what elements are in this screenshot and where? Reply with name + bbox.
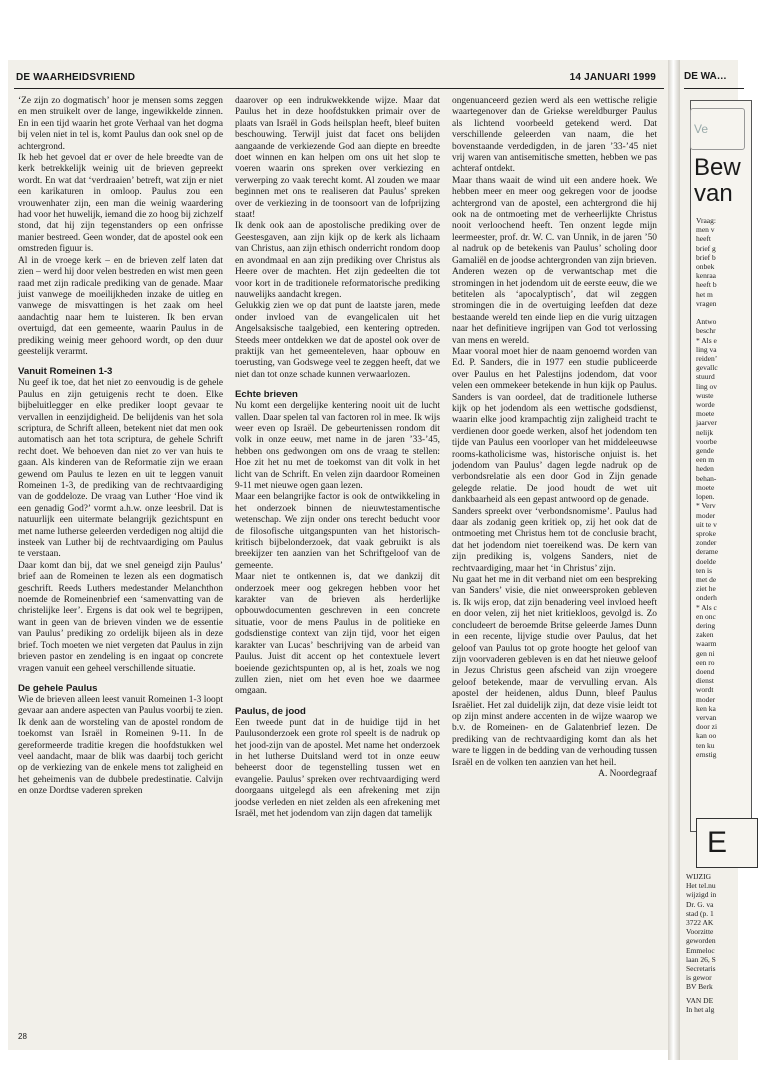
section-heading: Paulus, de jood [235, 705, 306, 717]
paragraph: Wie de brieven alleen leest vanuit Romeinen 1-3 loopt gevaar aan andere aspecten van Paulus voorbij te zien. Ik denk aan de worsteling van de apostel rondom de toekomst van Israël in Romeinen 9-11. In de gereformeerde traditie kregen die hoofdstukken wel veel aandacht, maar de blik was daarbij toch gericht op de verkiezing van de enkele mens tot zaligheid en het geheimenis van de dubbele predestinatie. Calvijn en onze Dordtse vaderen spreken [18, 694, 223, 797]
paragraph: Nu gaat het me in dit verband niet om een bespreking van Sanders’ visie, die niet onweersproken gebleven is. Ik wijs erop, dat zijn benadering veel invloed heeft en door velen, zij het niet kritiekloos, gevolgd is. Zo concludeert de beroemde Britse geleerde James Dunn in een recente, lijvige studie over Paulus, dat het geloof van Paulus tot op grote hoogte het geloof van zijn voorvaderen gebleven is en dat het nieuwe geloof in Jezus Christus geen afscheid van zijn vroegere geloof betekende, maar de vervulling ervan. Als apostel der heidenen, aldus Dunn, bleef Paulus Israëliet. Het zal duidelijk zijn, dat deze visie leidt tot op zijn minst andere accenten in de wijze waarop we b.v. de Romeinen- en de Galatenbrief lezen. De prediking van de rechtvaardiging komt dan als het ware te liggen in de bedding van de verhouding tussen Israël en de volken ten aanzien van het heil. [452, 575, 657, 768]
paragraph: Een tweede punt dat in de huidige tijd in het Paulusonderzoek een grote rol speelt is de nadruk op het jood-zijn van de apostel. Met name het onderzoek in het lutherse Duitsland werd tot in onze eeuw beheerst door de tegenstelling tussen wet en evangelie. Paulus’ spreken over rechtvaardiging werd doorgaans uitgelegd als een afrekening met zijn joodse verleden en niet zelden als een afrekening met Israël, met het jodendom van zijn dagen dat tamelijk [235, 717, 440, 819]
article-column-1 [18, 96, 223, 1016]
next-page-heading: Bew van [694, 154, 741, 207]
paragraph: Ik denk ook aan de apostolische prediking over de Geestesgaven, aan zijn kijk op de kerk als lichaam van Christus, aan zijn ethisch onderricht rondom doop en avondmaal en aan zijn prediking over Christus als Heere over de machten. Het zijn gedeelten die tot voor kort in de traditionele reformatorische prediking nauwelijks aandacht kregen. [235, 221, 440, 300]
paragraph: Gelukkig zien we op dat punt de laatste jaren, mede onder invloed van de evangelicalen uit het Angelsaksische taalgebied, een kentering optreden. Steeds meer ontdekken we dat de apostel ook over de praktijk van het gemeenteleven, haar opbouw en toerusting, van Godswege veel te zeggen heeft, dat we niet dan tot onze schade kunnen verwaarlozen. [235, 301, 440, 380]
next-page-edge [680, 60, 741, 1060]
next-page-rule [684, 88, 744, 89]
article-column-2 [235, 96, 440, 1016]
paragraph: Daar komt dan bij, dat we snel geneigd zijn Paulus’ brief aan de Romeinen te lezen als een dogmatisch geschrift. Reeds Luthers medestander Melanchthon noemde de Romeinenbrief een ‘samenvatting van de christelijke leer’. Ergens is dat ook wel te begrijpen, want in geen van de brieven vinden we de essentie van Paulus’ prediking zo ordelijk bijeen als in deze brief. Toch moeten we niet vergeten dat Paulus in zijn brieven pastor en zendeling is en ingaat op concrete vragen vanuit een geheel verschillende situatie. [18, 560, 223, 674]
next-page-text-fragment: Vraag: men v heeft brief g brief b onbek kenraa heeft b het m vragen Antwo beschr * Als e ling va reiden’ gevallc stuurd ling ov wuste worde moete jaarver nelijk voorbe gende een m heden behan- moete lopen. * Verv moder uit te v sproke zonder derame doelde ten is met de ziet he onderh * Als c en onc dering zaken waarm gen ni een ro doend dienst wordt moder ken ka vervan door zi kan oo ten ku ernstig [696, 216, 719, 759]
header-rule [14, 88, 664, 89]
page-header [14, 72, 664, 88]
paragraph: Sanders spreekt over ‘verbondsnomisme’. Paulus had daar als zodanig geen kritiek op, zij het ook dat de ontmoeting met Christus hem tot de conclusie bracht, dat het jodendom niet toereikend was. De kern van zijn prediking is, volgens Sanders, niet de rechtvaardiging, maar het ‘in Christus’ zijn. [452, 506, 657, 574]
publication-title: DE WAARHEIDSVRIEND [16, 72, 136, 83]
next-page-header: DE WA… [684, 71, 727, 82]
paragraph: Nu geef ik toe, dat het niet zo eenvoudig is de gehele Paulus en zijn getuigenis recht te doen. Elke bijbeluitlegger en elke prediker loopt gevaar te vervallen in eenzijdigheid. De belijdenis van het sola scriptura, de Schrift alleen, betekent niet dat men ook automatisch aan het tota scriptura, de gehele Schrift recht doet. We behoeven dan niet zo ver van huis te gaan. Als kinderen van de Reformatie zijn we eraan gewend om Paulus te lezen en uit te leggen vanuit Romeinen 1-3, de prediking van de rechtvaardiging van de goddeloze. De vraag van Luther ‘Hoe vind ik een genadig God?’ vormt a.h.w. onze leesbril. Dat is natuurlijk een uitermate belangrijk gezichtspunt en met name lutherse geleerden verdedigen nog altijd die insteek van Luther bij de rechtvaardiging om Paulus te verstaan. [18, 378, 223, 560]
section-heading: De gehele Paulus [18, 682, 98, 694]
paragraph: Nu komt een dergelijke kentering nooit uit de lucht vallen. Daar spelen tal van factoren rol in mee. Ik wijs weer even op Israël. De gebeurtenissen rondom dit volk in onze eeuw, met name in de jaren ’33-’45, hebben ons gedwongen om ons de vraag te stellen: Hoe zit het nu met de toekomst van dit volk in het licht van de Schrift. En velen zijn daardoor Romeinen 9-11 met nieuwe ogen gaan lezen. [235, 401, 440, 491]
page-number: 28 [18, 1032, 27, 1041]
next-page-last-fragment: VAN DE In het alg [686, 996, 715, 1015]
paragraph: Maar een belangrijke factor is ook de ontwikkeling in het onderzoek binnen de nieuwtestamentische wetenschap. We zijn onder ons terecht beducht voor de filosofische uitgangspunten van het historisch-kritisch bijbelonderzoek, dat vaak gebruikt is als breekijzer ten aanzien van het Schriftgeloof van de gemeente. [235, 492, 440, 571]
next-page-notice-fragment: WIJZIG Het tel.nu wijzigd in Dr. G. va stad (p. 1 3722 AK Voorzitte geworden Emmeloc laan 26, S Secretaris is gewor BV Berk [686, 872, 717, 992]
paragraph: Maar niet te ontkennen is, dat we dankzij dit onderzoek meer oog gekregen hebben voor het karakter van de brieven als herderlijke opbouwdocumenten geschreven in een concrete situatie, voor de mens Paulus in de politieke en godsdienstige context van zijn tijd, voor het eigen karakter van Lucas’ beschrijving van de arbeid van Paulus. Juist dit accent op het contextuele levert boeiende gezichtspunten op, al is het, zoals we nog zullen zien, niet om het even hoe we daarmee omgaan. [235, 572, 440, 697]
section-heading: Echte brieven [235, 389, 298, 401]
section-heading: Vanuit Romeinen 1-3 [18, 366, 113, 378]
next-page-letter-box: E [696, 818, 758, 868]
paragraph: Ik heb het gevoel dat er over de hele breedte van de kerk betrekkelijk weinig uit de brieven gepreekt wordt. En wat dat ‘verdraaien’ betreft, wat zijn er niet een karikaturen in omloop. Paulus zou een vrouwenhater zijn, een man die weinig waardering had voor het huwelijk, iemand die zo hoog bij zichzelf stond, dat hij zijn tegenstanders op een onfrisse manier bestreed. Geen wonder, dat de apostel ook een omstreden figuur is. [18, 153, 223, 255]
paragraph: Maar vooral moet hier de naam genoemd worden van Ed. P. Sanders, die in 1977 een studie publiceerde over Paulus en het Palestijns jodendom, dat voor velen een ommekeer betekende in hun kijk op Paulus. Sanders is van oordeel, dat de traditionele lutherse kijk op het jodendom als een wettische godsdienst, waarin elke jood krampachtig zijn zaligheid tracht te verdienen door goede werken, alsof het jodendom ten tijde van Paulus een voorloper van het middeleeuwse rooms-katholicisme was, historische onjuist is. het jodendom van Paulus’ dagen legde nadruk op de verbondsrelatie als een door God in Zijn genade gelegde relatie. De jood houdt de wet uit dankbaarheid als een gepast antwoord op de genade. [452, 346, 657, 506]
issue-date: 14 JANUARI 1999 [569, 72, 656, 83]
paragraph: daarover op een indrukwekkende wijze. Maar dat Paulus het in deze hoofdstukken primair over de plaats van Israël in Gods heilsplan heeft, bleef buiten beschouwing. Terwijl juist dat facet ons belijden aangaande de verkiezende God aan diepte en breedte doet winnen en kan helpen om ons uit het slop te voeren waarin ons spreken over verkiezing en verwerping zo vaak terecht komt. Al zouden we maar beginnen met ons te realiseren dat Paulus’ spreken over de verkiezing in de toonsoort van de lofprijzing staat! [235, 96, 440, 221]
author-signature: A. Noordegraaf [598, 768, 657, 779]
paragraph: Maar thans waait de wind uit een andere hoek. We hebben meer en meer oog gekregen voor de joodse achtergrond van de apostel, een achtergrond die hij ook na de ontmoeting met de verheerlijkte Christus nooit verloochend heeft. Ten onzent legde mijn leermeester, prof. dr. W. C. van Unnik, in de jaren ’50 al nadruk op de betekenis van Paulus’ scholing door Gamaliël en de joodse achtergronden van zijn brieven. [452, 175, 657, 266]
paragraph: ongenuanceerd gezien werd als een wettische religie waartegenover dan de Griekse wereldburger Paulus als lichtend voorbeeld getekend werd. Dat verschillende geleerden van naam, die het bovenstaande verdedigden, in de jaren ’33-’45 niet vrij waren van antisemitische smetten, hebben we pas achteraf ontdekt. [452, 96, 657, 175]
paragraph: Anderen wezen op de verwantschap met die stromingen in het jodendom uit de eerste eeuw, die we betitelen als ‘apocalyptisch’, dat wil zeggen stromingen die in de overtuiging leefden dat deze bestaande wereld ten einde liep en die vurig uitzagen naar het definitieve ingrijpen van God tot verlossing van mens en wereld. [452, 267, 657, 346]
article-column-3 [452, 96, 657, 1016]
paragraph: Al in de vroege kerk – en de brieven zelf laten dat zien – werd hij door velen bestreden en wist men geen raad met zijn radicale prediking van de genade. Maar juist vanwege de moeilijkheden inzake de uitleg en vanwege de misvattingen is het zaak om heel aandachtig naar hem te luisteren. Ik ben ervan overtuigd, dat een gemeente, waarin Paulus in de prediking weinig meer gehoord wordt, op den duur geestelijk verarmt. [18, 255, 223, 357]
paragraph: ‘Ze zijn zo dogmatisch’ hoor je mensen soms zeggen en men struikelt over de lange, ingewikkelde zinnen. En in een tijd waarin het grote Verhaal van het dogma bij velen niet in tel is, komt Paulus dan ook snel op de achtergrond. [18, 96, 223, 152]
page-gutter [668, 60, 680, 1060]
next-page-logo: Ve [690, 108, 745, 150]
